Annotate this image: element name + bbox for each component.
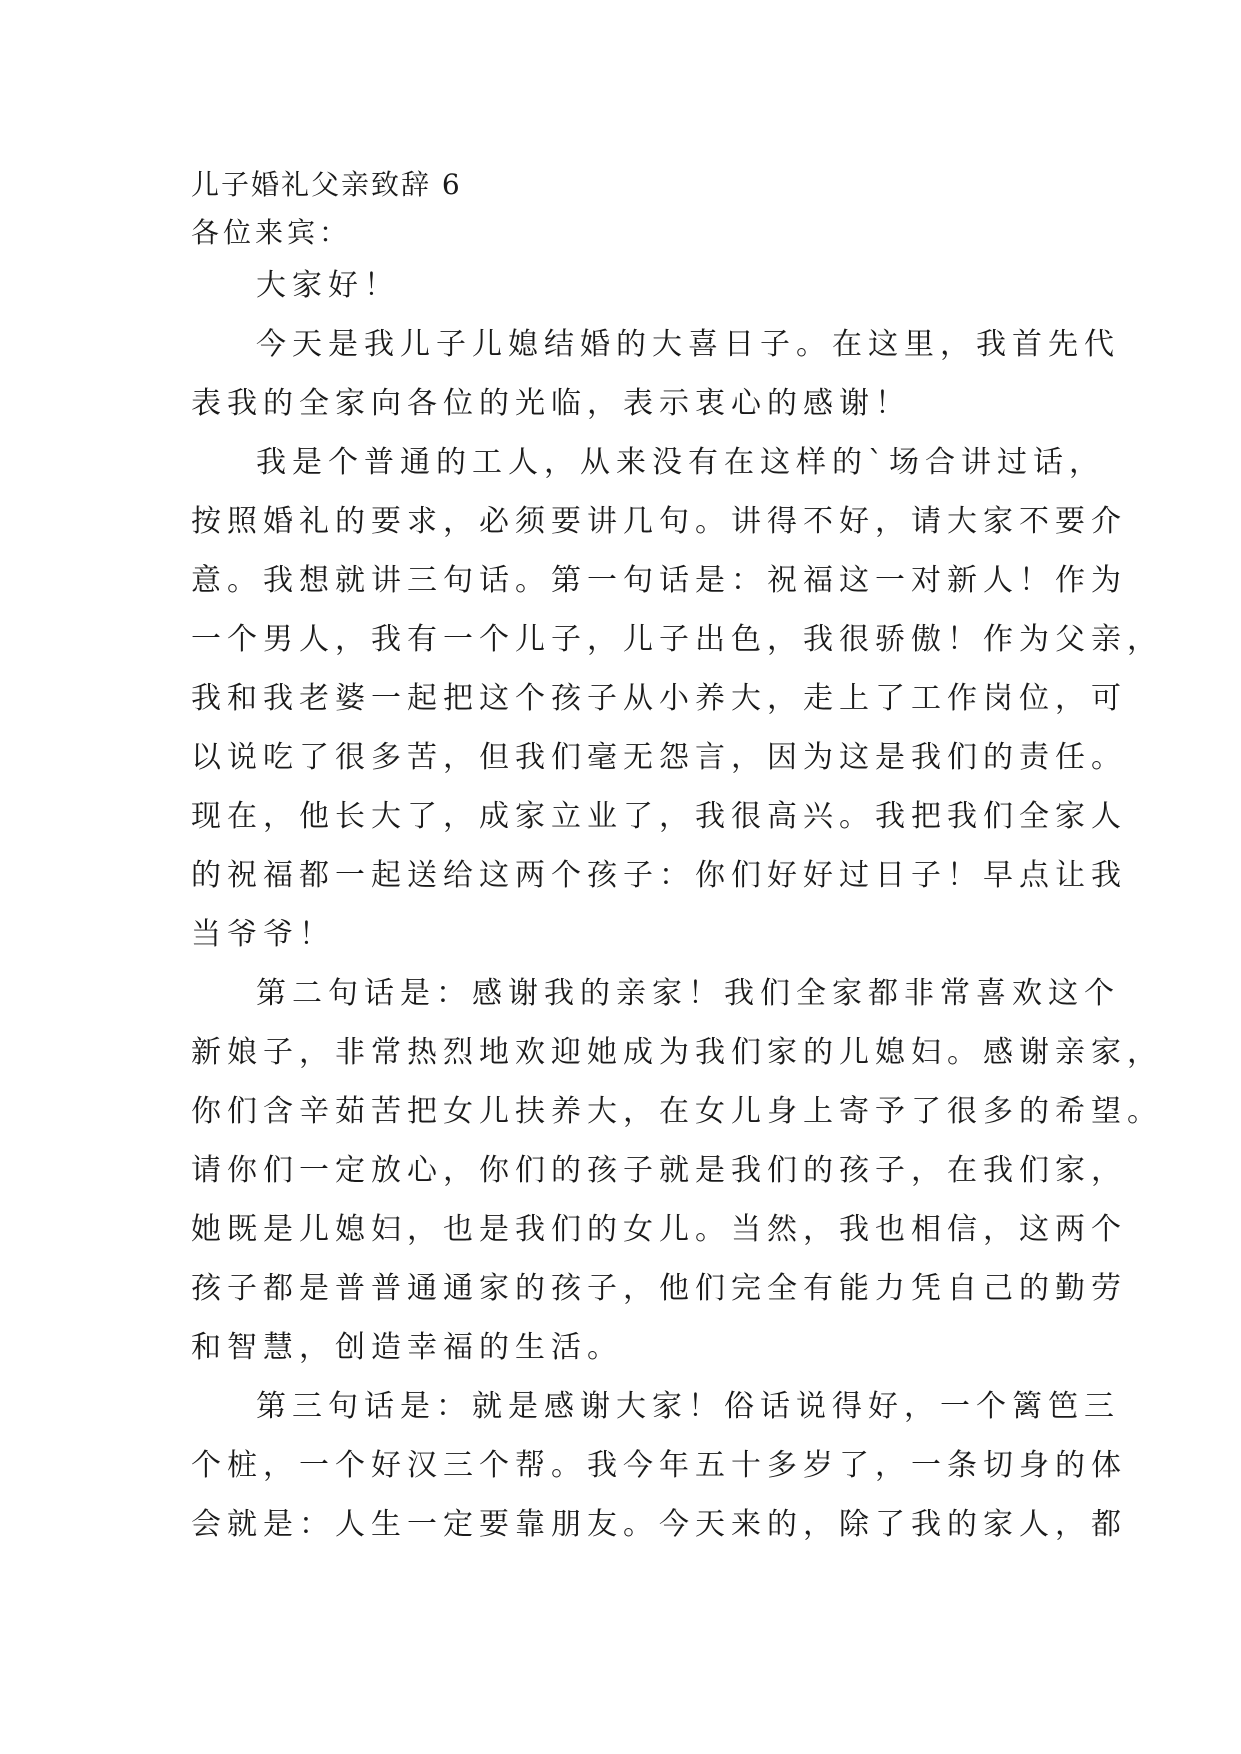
salutation: 各位来宾： [191,216,352,249]
text-line: 当爷爷！ [191,917,335,952]
text-line: 第三句话是：就是感谢大家！俗话说得好，一个篱笆三 [256,1389,1120,1424]
text-line: 我是个普通的工人，从来没有在这样的`场合讲过话， [256,445,1105,480]
text-line: 表我的全家向各位的光临，表示衷心的感谢！ [191,386,911,421]
text-line: 请你们一定放心，你们的孩子就是我们的孩子，在我们家， [191,1153,1127,1188]
text-line: 我和我老婆一起把这个孩子从小养大，走上了工作岗位，可 [191,681,1127,716]
text-line: 以说吃了很多苦，但我们毫无怨言，因为这是我们的责任。 [191,740,1127,775]
document-title: 儿子婚礼父亲致辞 6 [191,168,462,201]
text-line: 意。我想就讲三句话。第一句话是：祝福这一对新人！作为 [191,563,1127,598]
text-line: 现在，他长大了，成家立业了，我很高兴。我把我们全家人 [191,799,1127,834]
text-line: 一个男人，我有一个儿子，儿子出色，我很骄傲！作为父亲， [191,622,1163,657]
text-line: 今天是我儿子儿媳结婚的大喜日子。在这里，我首先代 [256,327,1120,362]
text-line: 她既是儿媳妇，也是我们的女儿。当然，我也相信，这两个 [191,1212,1127,1247]
text-line: 大家好！ [256,268,400,303]
text-line: 的祝福都一起送给这两个孩子：你们好好过日子！早点让我 [191,858,1127,893]
text-line: 按照婚礼的要求，必须要讲几句。讲得不好，请大家不要介 [191,504,1127,539]
document-body [191,160,1163,1554]
text-line: 第二句话是：感谢我的亲家！我们全家都非常喜欢这个 [256,976,1120,1011]
text-line: 新娘子，非常热烈地欢迎她成为我们家的儿媳妇。感谢亲家， [191,1035,1163,1070]
text-line: 个桩，一个好汉三个帮。我今年五十多岁了，一条切身的体 [191,1448,1127,1483]
text-line: 和智慧，创造幸福的生活。 [191,1330,623,1365]
text-line: 会就是：人生一定要靠朋友。今天来的，除了我的家人，都 [191,1507,1127,1542]
text-line: 你们含辛茹苦把女儿扶养大，在女儿身上寄予了很多的希望。 [191,1094,1163,1129]
text-line: 孩子都是普普通通家的孩子，他们完全有能力凭自己的勤劳 [191,1271,1127,1306]
